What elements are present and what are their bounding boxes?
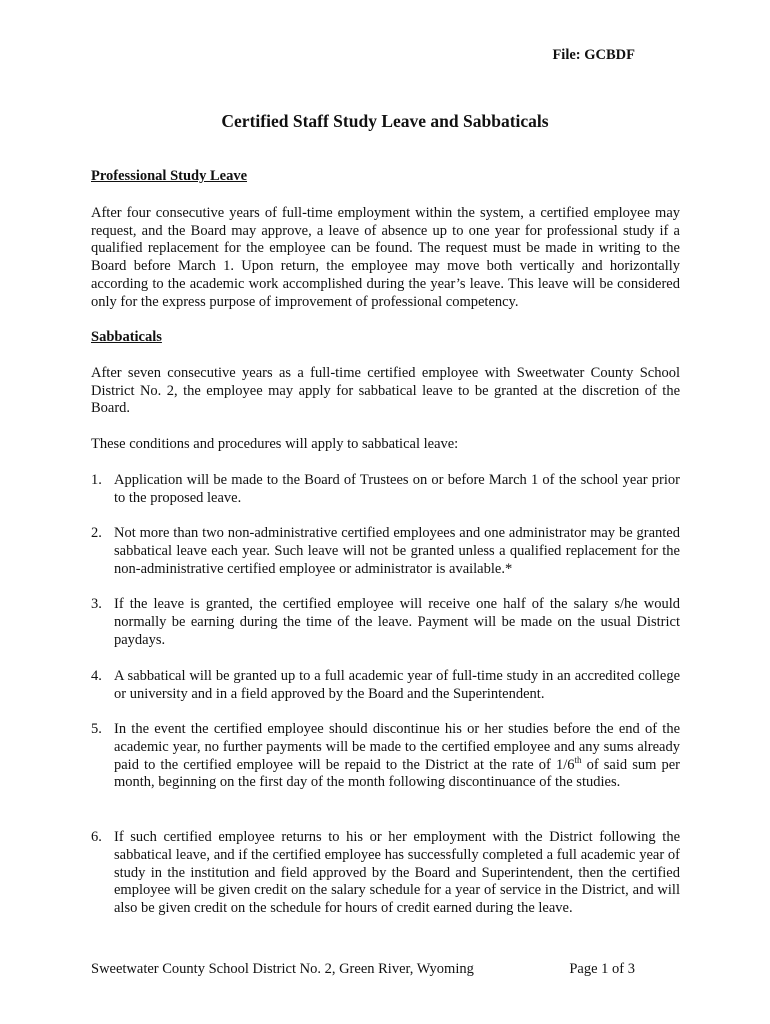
professional-study-leave-paragraph: After four consecutive years of full-time employment within the system, a certified employee may request, and the Board may approve, a leave of absence up to one year for professional study if a qualified replacement for the employee can be found. The request must be made in writing to the Board before March 1. Upon return, the employee may move both vertically and horizontally according to the academic work accomplished during the year’s leave. This leave will be considered only for the express purpose of improvement of professional competency. bbox=[91, 205, 680, 310]
list-item-text: A sabbatical will be granted up to a full academic year of full-time study in an accredited college or university and in a field approved by the Board and the Superintendent. bbox=[114, 668, 680, 702]
list-item-text-part: In the event the certified employee should discontinue his or her studies before the end of the academic year, no further payments will be made to the certified employee and any sums already paid to the certified employee will be repaid to the District at the rate of 1/6 bbox=[114, 721, 680, 773]
conditions-intro-paragraph: These conditions and procedures will apply to sabbatical leave: bbox=[91, 436, 459, 452]
list-item-text-part: of said sum per month, beginning on the first day of the month following discontinuance of the studies. bbox=[114, 756, 680, 791]
section-heading-professional-study-leave: Professional Study Leave bbox=[91, 168, 248, 184]
list-item-number: 1. bbox=[91, 472, 102, 488]
list-item-number: 4. bbox=[91, 668, 102, 684]
list-item bbox=[91, 829, 680, 918]
list-item bbox=[91, 721, 680, 792]
list-item-text bbox=[114, 721, 680, 792]
list-item-text: If such certified employee returns to his or her employment with the District following the sabbatical leave, and if the certified employee has successfully completed a full academic year of study in the institution and field approved by the Board and Superintendent, then the certified employee will be given credit on the salary schedule for a year of service in the District, and will also be given credit on the schedule for hours of credit earned during the leave. bbox=[114, 829, 680, 917]
list-item-text: Application will be made to the Board of Trustees on or before March 1 of the school year prior to the proposed leave. bbox=[114, 472, 680, 506]
list-item bbox=[91, 472, 680, 508]
list-item-number: 2. bbox=[91, 525, 102, 541]
page-title: Certified Staff Study Leave and Sabbaticals bbox=[221, 111, 549, 131]
list-item-text: Not more than two non-administrative certified employees and one administrator may be granted sabbatical leave each year. Such leave will not be granted unless a qualified replacement for the non-administrative certified employee or administrator is available.* bbox=[114, 525, 680, 577]
list-item-number: 5. bbox=[91, 721, 102, 737]
footer-page-number: Page 1 of 3 bbox=[569, 961, 635, 977]
list-item-text: If the leave is granted, the certified employee will receive one half of the salary s/he would normally be earning during the time of the leave. Payment will be made on the usual District paydays. bbox=[114, 596, 680, 648]
list-item-number: 3. bbox=[91, 596, 102, 612]
list-item-number: 6. bbox=[91, 829, 102, 845]
list-item bbox=[91, 525, 680, 578]
footer-district: Sweetwater County School District No. 2, Green River, Wyoming bbox=[91, 961, 474, 977]
superscript-th: th bbox=[574, 754, 582, 765]
list-item bbox=[91, 668, 680, 704]
file-code: File: GCBDF bbox=[552, 47, 635, 63]
sabbaticals-intro-paragraph: After seven consecutive years as a full-time certified employee with Sweetwater County School District No. 2, the employee may apply for sabbatical leave to be granted at the discretion of the Board. bbox=[91, 365, 680, 417]
section-heading-sabbaticals: Sabbaticals bbox=[91, 329, 162, 345]
list-item bbox=[91, 596, 680, 649]
